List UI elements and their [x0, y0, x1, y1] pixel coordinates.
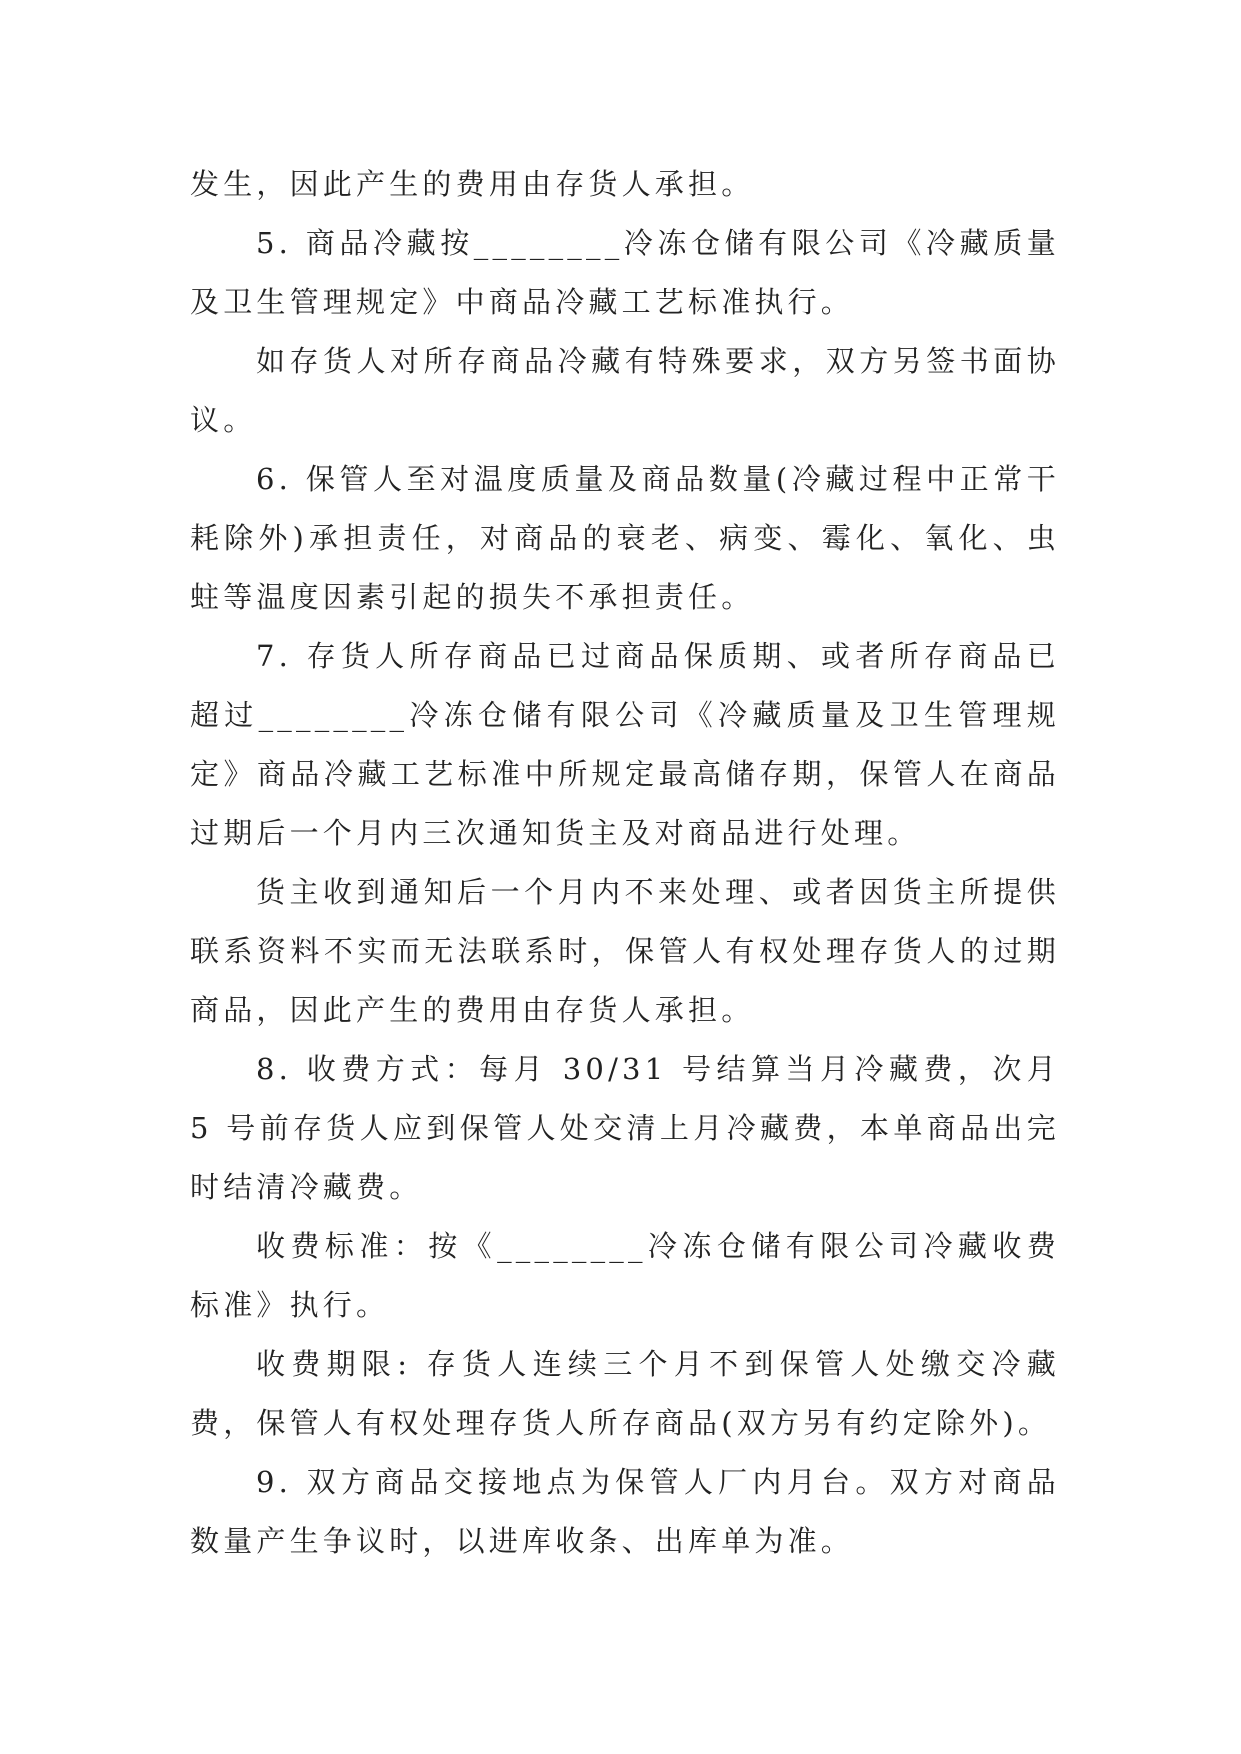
paragraph-continuation: 发生，因此产生的费用由存货人承担。	[190, 167, 755, 201]
document-body	[190, 155, 1060, 1571]
paragraph-fee-deadline: 收费期限: 存货人连续三个月不到保管人处缴交冷藏费，保管人有权处理存货人所存商品(双方另有约定除外)。	[190, 1347, 1060, 1440]
paragraph-fee-standard: 收费标准：按《________冷冻仓储有限公司冷藏收费标准》执行。	[190, 1229, 1060, 1322]
paragraph-clause-5: 5. 商品冷藏按________冷冻仓储有限公司《冷藏质量及卫生管理规定》中商品冷藏工艺标准执行。	[190, 226, 1060, 319]
paragraph-clause-9: 9. 双方商品交接地点为保管人厂内月台。双方对商品数量产生争议时，以进库收条、出库单为准。	[190, 1465, 1060, 1558]
paragraph-clause-7: 7. 存货人所存商品已过商品保质期、或者所存商品已超过________冷冻仓储有限公司《冷藏质量及卫生管理规定》商品冷藏工艺标准中所规定最高储存期，保管人在商品过期后一个月内三次通知货主及对商品进行处理。	[190, 639, 1060, 850]
paragraph-clause-5-note: 如存货人对所存商品冷藏有特殊要求，双方另签书面协议。	[190, 344, 1060, 437]
paragraph-clause-8: 8. 收费方式：每月 30/31 号结算当月冷藏费，次月 5 号前存货人应到保管人处交清上月冷藏费，本单商品出完时结清冷藏费。	[190, 1052, 1060, 1204]
paragraph-clause-6: 6. 保管人至对温度质量及商品数量(冷藏过程中正常干耗除外)承担责任，对商品的衰老、病变、霉化、氧化、虫蛀等温度因素引起的损失不承担责任。	[190, 462, 1060, 614]
paragraph-clause-7-note: 货主收到通知后一个月内不来处理、或者因货主所提供联系资料不实而无法联系时，保管人有权处理存货人的过期商品，因此产生的费用由存货人承担。	[190, 875, 1060, 1027]
